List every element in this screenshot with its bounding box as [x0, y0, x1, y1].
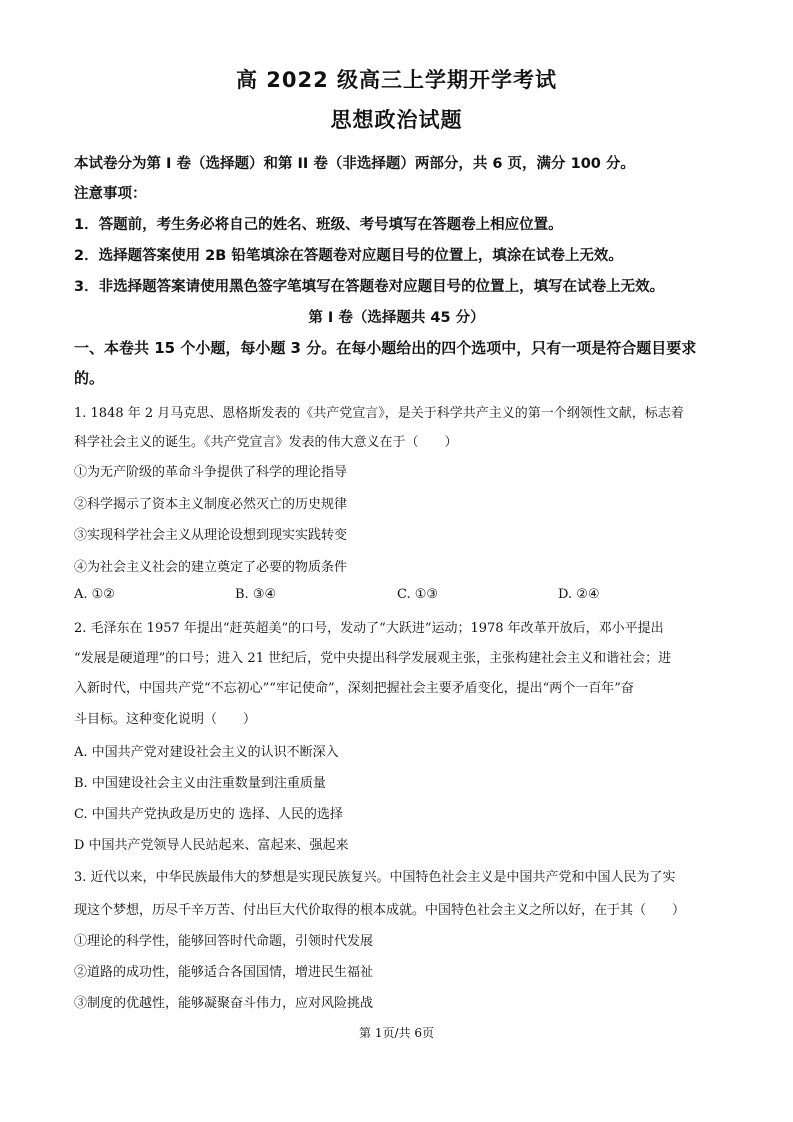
notice-item: 2．选择题答案使用 2B 铅笔填涂在答题卷对应题目号的位置上，填涂在试卷上无效。: [74, 248, 623, 264]
question-3-stem: 3. 近代以来，中华民族最伟大的梦想是实现民族复兴。中国特色社会主义是中国共产党和中国人民为了实: [74, 870, 676, 885]
notice-item: 1．答题前，考生务必将自己的姓名、班级、考号填写在答题卷上相应位置。: [74, 217, 563, 233]
section-instruction-cont: 的。: [74, 369, 105, 387]
question-2-stem-cont: 斗目标。这种变化说明（ ）: [74, 712, 257, 727]
question-1-option-c: C. ①③: [397, 587, 439, 602]
page-subtitle: 思想政治试题: [330, 108, 463, 132]
question-1-option-b: B. ③④: [235, 587, 277, 602]
page-number-footer: 第 1页/共 6页: [359, 1026, 434, 1040]
question-2-option-a: A. 中国共产党对建设社会主义的认识不断深入: [74, 745, 339, 760]
question-1-stem: 1. 1848 年 2 月马克思、恩格斯发表的《共产党宣言》，是关于科学共产主义的第一个纲领性文献，标志着: [74, 406, 684, 421]
question-2-option-b: B. 中国建设社会主义由注重数量到注重质量: [74, 776, 326, 791]
question-1-statement: ④为社会主义社会的建立奠定了必要的物质条件: [74, 560, 348, 575]
question-1-stem-cont: 科学社会主义的诞生。《共产党宣言》发表的伟大意义在于（ ）: [74, 435, 458, 450]
question-3-stem-cont: 现这个梦想，历尽千辛万苦、付出巨大代价取得的根本成就。中国特色社会主义之所以好，在于其（ ）: [74, 903, 686, 918]
question-3-statement: ②道路的成功性，能够适合各国国情，增进民生福祉: [74, 965, 374, 980]
question-2-option-c: C. 中国共产党执政是历史的 选择、人民的选择: [74, 807, 343, 822]
notice-item: 3．非选择题答案请使用黑色签字笔填写在答题卷对应题目号的位置上，填写在试卷上无效。: [74, 279, 665, 295]
question-1-statement: ③实现科学社会主义从理论设想到现实实践转变: [74, 528, 348, 543]
question-1-option-a: A. ①②: [74, 587, 115, 602]
question-1-statement: ①为无产阶级的革命斗争提供了科学的理论指导: [74, 465, 348, 480]
page-title: 高 2022 级高三上学期开学考试: [235, 68, 558, 92]
notice-heading: 注意事项：: [74, 186, 147, 202]
question-3-statement: ③制度的优越性，能够凝聚奋斗伟力，应对风险挑战: [74, 996, 374, 1011]
question-1-statement: ②科学揭示了资本主义制度必然灭亡的历史规律: [74, 497, 348, 512]
question-2-option-d: D 中国共产党领导人民站起来、富起来、强起来: [74, 838, 349, 853]
question-1-option-d: D. ②④: [558, 587, 600, 602]
section-title: 第 I 卷（选择题共 45 分）: [308, 310, 485, 326]
question-2-stem-cont: “发展是硬道理”的口号；进入 21 世纪后，党中央提出科学发展观主张，主张构建社会主义和谐社会；进: [74, 651, 672, 666]
question-3-statement: ①理论的科学性，能够回答时代命题，引领时代发展: [74, 934, 374, 949]
question-2-stem: 2. 毛泽东在 1957 年提出“赶英超美”的口号，发动了“大跃进”运动；1978 年改革开放后，邓小平提出: [74, 621, 664, 636]
question-2-stem-cont: 入新时代，中国共产党“不忘初心”“牢记使命”，深刻把握社会主要矛盾变化，提出“两个一百年”奋: [74, 681, 634, 696]
exam-intro: 本试卷分为第 I 卷（选择题）和第 II 卷（非选择题）两部分，共 6 页，满分 100 分。: [74, 156, 635, 172]
section-instruction: 一、本卷共 15 个小题，每小题 3 分。在每小题给出的四个选项中，只有一项是符合题目要求: [74, 339, 697, 357]
